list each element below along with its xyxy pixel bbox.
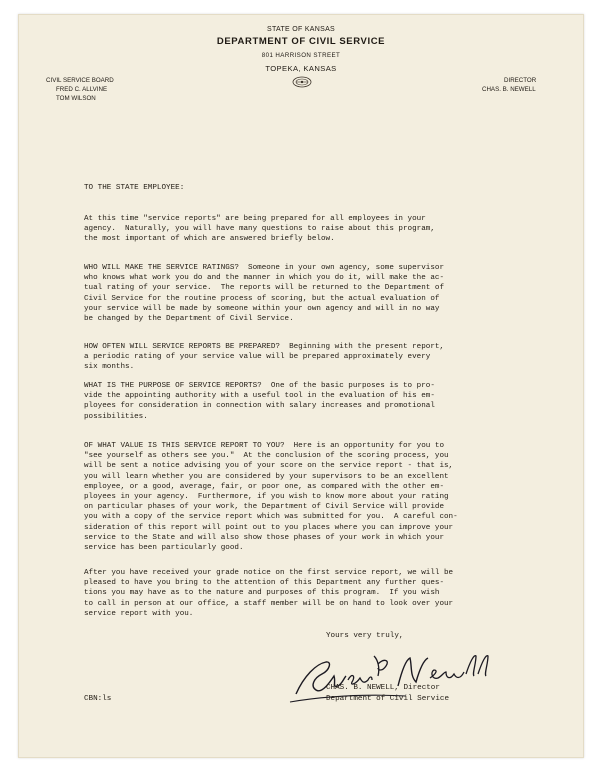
salutation <box>84 183 544 193</box>
civil-service-board <box>46 76 114 103</box>
paragraph-text: WHO WILL MAKE THE SERVICE RATINGS? Someone in your own agency, some supervisor who knows what work you do and the manner in which you do it, will make the ac- tual rating of your service. The reports will be returned to the Department of Civil Service for the routine process of scoring, but the actual evaluation of your service will be made by someone within your own agency and will in no way be changed by the Department of Civil Service. <box>84 264 445 324</box>
salutation-text: TO THE STATE EMPLOYEE: <box>84 184 185 192</box>
paragraph-text: HOW OFTEN WILL SERVICE REPORTS BE PREPARED? Beginning with the present report, a periodic rating of your service value will be prepared approximately every six months. <box>84 343 445 372</box>
letter-page <box>18 14 584 758</box>
paragraph-how-often <box>84 342 544 373</box>
board-member: FRED C. ALLVINE <box>56 86 108 93</box>
letterhead-city: TOPEKA, KANSAS <box>265 64 337 73</box>
paragraph-text: OF WHAT VALUE IS THIS SERVICE REPORT TO YOU? Here is an opportunity for you to "see yourself as others see you." At the conclusion of the scoring process, you will be sent a notice advising you of your score on the service report - that is, you will learn whether you are considered by your supervisors to be an excellent employee, or a good, average, fair, or poor one, as compared with the other em- ployees in your agency. Furthermore, if you wish to know more about your rating on particular phases of your work, the Department of Civil Service will provide you with a copy of the service report which was submitted for you. A careful con- sideration of this report will point out to you places where you can improve your service to the State and will also show those phases of your work in which your service has been particularly good. <box>84 442 458 553</box>
closing: Yours very truly, <box>326 632 404 640</box>
paragraph-text: After you have received your grade notice on the first service report, we will be pleased to have you bring to the attention of this Department any further ques- tions you may have as to the nature and purposes of this program. If you wish to call in person at our office, a staff member will be on hand to look over your service report with you. <box>84 569 454 618</box>
paragraph-text: WHAT IS THE PURPOSE OF SERVICE REPORTS? One of the basic purposes is to pro- vide the appointing authority with a useful tool in the evaluation of his em- ployees for consideration in connection with salary increases and promotional possibilities. <box>84 382 435 421</box>
reference-initials: CBN:ls <box>84 695 112 703</box>
paragraph-who-rates <box>84 263 544 324</box>
director-block <box>482 76 536 94</box>
signer-name: CHAS. B. NEWELL, Director <box>326 684 440 692</box>
board-title: CIVIL SERVICE BOARD <box>46 77 114 84</box>
board-member: TOM WILSON <box>56 95 96 102</box>
paragraph-intro <box>84 214 544 245</box>
letterhead-state: STATE OF KANSAS <box>266 26 336 33</box>
letterhead-department: DEPARTMENT OF CIVIL SERVICE <box>216 36 386 47</box>
paragraph-value <box>84 441 544 553</box>
paragraph-purpose <box>84 381 544 422</box>
paragraph-after <box>84 568 544 619</box>
signer-title: Department of Civil Service <box>326 695 450 703</box>
director-name: CHAS. B. NEWELL <box>482 86 536 93</box>
letterhead-street: 801 HARRISON STREET <box>261 52 341 59</box>
paragraph-text: At this time "service reports" are being prepared for all employees in your agency. Naturally, you will have many questions to raise about this program, the most important of which are answered briefly below. <box>84 215 435 244</box>
director-title: DIRECTOR <box>504 77 537 84</box>
union-seal-icon <box>292 75 312 89</box>
